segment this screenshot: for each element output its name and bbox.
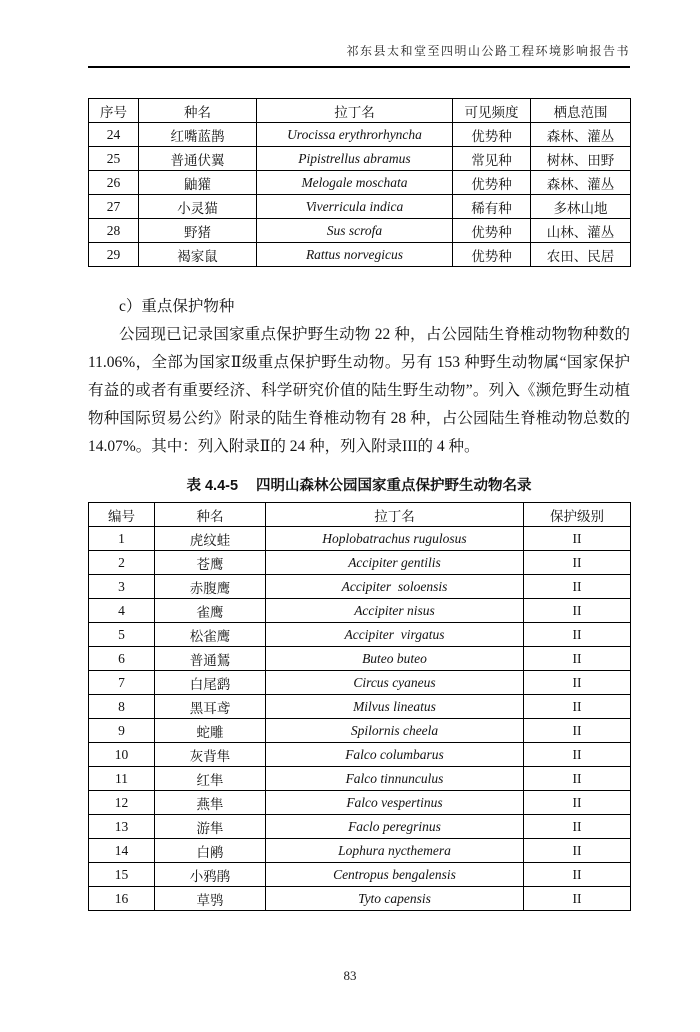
table-cell: 14 [89, 839, 155, 863]
table-cell: II [524, 767, 631, 791]
table-cell: II [524, 647, 631, 671]
table-cell: Falco tinnunculus [266, 767, 524, 791]
page-number: 83 [343, 968, 357, 983]
table-row [89, 123, 631, 147]
table-cell: 山林、灌丛 [531, 219, 631, 243]
table-cell: 小鸦鹃 [155, 863, 266, 887]
table-cell: II [524, 791, 631, 815]
table-cell: Tyto capensis [266, 887, 524, 911]
table-cell: II [524, 719, 631, 743]
column-header: 拉丁名 [257, 99, 453, 123]
table-header-row [89, 503, 631, 527]
table-cell: 25 [89, 147, 139, 171]
table-cell: 7 [89, 671, 155, 695]
table-cell: 优势种 [453, 123, 531, 147]
table-cell: Milvus lineatus [266, 695, 524, 719]
table-cell: 树林、田野 [531, 147, 631, 171]
table-cell: 农田、民居 [531, 243, 631, 267]
table-caption [88, 474, 630, 495]
column-header: 编号 [89, 503, 155, 527]
table-row [89, 599, 631, 623]
column-header: 种名 [139, 99, 257, 123]
table-cell: Falco columbarus [266, 743, 524, 767]
table-row [89, 887, 631, 911]
table-cell: 12 [89, 791, 155, 815]
table-cell: 2 [89, 551, 155, 575]
table-row [89, 243, 631, 267]
table-cell: Rattus norvegicus [257, 243, 453, 267]
table-cell: 稀有种 [453, 195, 531, 219]
table-cell: Urocissa erythrorhyncha [257, 123, 453, 147]
table-row [89, 839, 631, 863]
table-cell: 普通伏翼 [139, 147, 257, 171]
column-header: 可见频度 [453, 99, 531, 123]
table-cell: Faclo peregrinus [266, 815, 524, 839]
table-cell: Sus scrofa [257, 219, 453, 243]
table-cell: 红隼 [155, 767, 266, 791]
table-cell: 29 [89, 243, 139, 267]
table-row [89, 815, 631, 839]
column-header: 栖息范围 [531, 99, 631, 123]
table-row [89, 719, 631, 743]
table-cell: Melogale moschata [257, 171, 453, 195]
table-cell: 27 [89, 195, 139, 219]
page-content [88, 42, 630, 911]
section-heading: c）重点保护物种 [119, 298, 235, 315]
table-cell: 赤腹鹰 [155, 575, 266, 599]
table-cell: Circus cyaneus [266, 671, 524, 695]
table-cell: 11 [89, 767, 155, 791]
table-cell: II [524, 575, 631, 599]
table-cell: 虎纹蛙 [155, 527, 266, 551]
table-cell: Buteo buteo [266, 647, 524, 671]
table-cell: II [524, 623, 631, 647]
table-cell: 红嘴蓝鹊 [139, 123, 257, 147]
table-cell: 白尾鹞 [155, 671, 266, 695]
table-cell: II [524, 671, 631, 695]
table-cell: Spilornis cheela [266, 719, 524, 743]
table-cell: 24 [89, 123, 139, 147]
table-cell: II [524, 839, 631, 863]
table-cell: 4 [89, 599, 155, 623]
table-row [89, 647, 631, 671]
table-cell: 15 [89, 863, 155, 887]
table-caption-title: 四明山森林公园国家重点保护野生动物名录 [256, 478, 532, 494]
table-cell: 森林、灌丛 [531, 171, 631, 195]
table-cell: II [524, 527, 631, 551]
table-cell: Falco vespertinus [266, 791, 524, 815]
table-row [89, 551, 631, 575]
table-cell: 8 [89, 695, 155, 719]
table-cell: 优势种 [453, 219, 531, 243]
table-row [89, 863, 631, 887]
table-cell: II [524, 887, 631, 911]
table-cell: 森林、灌丛 [531, 123, 631, 147]
table-cell: 26 [89, 171, 139, 195]
table-cell: 9 [89, 719, 155, 743]
table-cell: 3 [89, 575, 155, 599]
table-cell: 13 [89, 815, 155, 839]
table-header-row [89, 99, 631, 123]
body-paragraph: 公园现已记录国家重点保护野生动物 22 种，占公园陆生脊椎动物物种数的 11.06%，全部为国家Ⅱ级重点保护野生动物。另有 153 种野生动物属“国家保护有益的或者有重要经济、科学研究价值的陆生野生动物”。列入《濒危野生动植物种国际贸易公约》附录的陆生脊椎动物有 28 种，占公园陆生脊椎动物总数的 14.07%。其中：列入附录Ⅱ的 24 种，列入附录III的 4 种。 [88, 326, 630, 455]
table-row [89, 575, 631, 599]
table-cell: 褐家鼠 [139, 243, 257, 267]
table-cell: 普通鵟 [155, 647, 266, 671]
table-cell: Accipiter nisus [266, 599, 524, 623]
table-cell: Centropus bengalensis [266, 863, 524, 887]
table-row [89, 743, 631, 767]
table-cell: 鼬獾 [139, 171, 257, 195]
table-cell: 1 [89, 527, 155, 551]
table-cell: 5 [89, 623, 155, 647]
table-row [89, 195, 631, 219]
table-cell: Accipiter soloensis [266, 575, 524, 599]
table-cell: 28 [89, 219, 139, 243]
table-cell: II [524, 863, 631, 887]
table-row [89, 219, 631, 243]
species-frequency-table [88, 98, 631, 267]
table-cell: 野猪 [139, 219, 257, 243]
table-row [89, 623, 631, 647]
table-cell: 游隼 [155, 815, 266, 839]
column-header: 种名 [155, 503, 266, 527]
protected-species-table [88, 502, 631, 911]
table-cell: II [524, 551, 631, 575]
column-header: 保护级别 [524, 503, 631, 527]
table-cell: 优势种 [453, 243, 531, 267]
table-cell: Pipistrellus abramus [257, 147, 453, 171]
table-cell: 16 [89, 887, 155, 911]
table-cell: Lophura nycthemera [266, 839, 524, 863]
table-cell: 优势种 [453, 171, 531, 195]
table-cell: 苍鹰 [155, 551, 266, 575]
table-cell: 灰背隼 [155, 743, 266, 767]
table-cell: 多林山地 [531, 195, 631, 219]
table-row [89, 767, 631, 791]
table-cell: 燕隼 [155, 791, 266, 815]
table-cell: 10 [89, 743, 155, 767]
table-cell: 松雀鹰 [155, 623, 266, 647]
running-header-title: 祁东县太和堂至四明山公路工程环境影响报告书 [88, 42, 630, 68]
table-cell: II [524, 599, 631, 623]
table-cell: II [524, 743, 631, 767]
table-cell: II [524, 815, 631, 839]
table-cell: 常见种 [453, 147, 531, 171]
table-cell: 雀鹰 [155, 599, 266, 623]
table-cell: Hoplobatrachus rugulosus [266, 527, 524, 551]
table-row [89, 791, 631, 815]
table-cell: 草鸮 [155, 887, 266, 911]
table-row [89, 147, 631, 171]
table-caption-label: 表 4.4-5 [186, 478, 239, 494]
table-cell: 蛇雕 [155, 719, 266, 743]
table-cell: Viverricula indica [257, 195, 453, 219]
column-header: 序号 [89, 99, 139, 123]
table-cell: 白鹇 [155, 839, 266, 863]
table-row [89, 695, 631, 719]
table-row [89, 171, 631, 195]
table-cell: Accipiter gentilis [266, 551, 524, 575]
column-header: 拉丁名 [266, 503, 524, 527]
table-row [89, 671, 631, 695]
table-cell: 黑耳鸢 [155, 695, 266, 719]
table-cell: 小灵猫 [139, 195, 257, 219]
table-row [89, 527, 631, 551]
table-cell: II [524, 695, 631, 719]
table-cell: 6 [89, 647, 155, 671]
table-cell: Accipiter virgatus [266, 623, 524, 647]
